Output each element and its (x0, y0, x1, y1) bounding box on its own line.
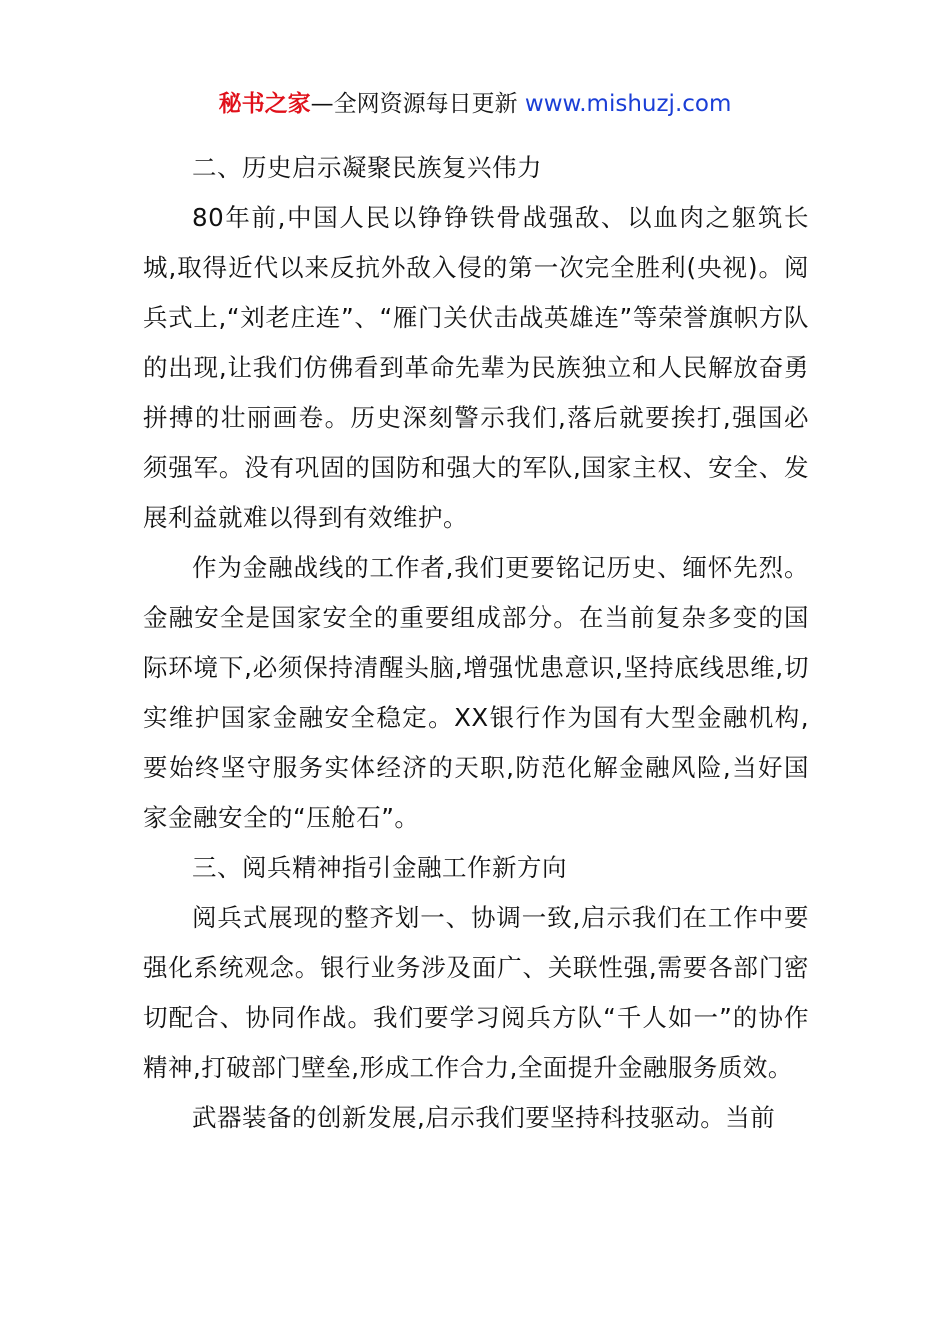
paragraph-system-concept: 阅兵式展现的整齐划一、协调一致,启示我们在工作中要强化系统观念。银行业务涉及面广、关联性强,需要各部门密切配合、协同作战。我们要学习阅兵方队“千人如一”的协作精神,打破部门壁垒,形成工作合力,全面提升金融服务质效。 (143, 903, 809, 1082)
page-header (0, 86, 950, 122)
paragraph-history-victory: 80年前,中国人民以铮铮铁骨战强敌、以血肉之躯筑长城,取得近代以来反抗外敌入侵的第一次完全胜利(央视)。阅兵式上,“刘老庄连”、“雁门关伏击战英雄连”等荣誉旗帜方队的出现,让我们仿佛看到革命先辈为民族独立和人民解放奋勇拼搏的壮丽画卷。历史深刻警示我们,落后就要挨打,强国必须强军。没有巩固的国防和强大的军队,国家主权、安全、发展利益就难以得到有效维护。 (143, 203, 809, 532)
paragraph-tech-driven: 武器装备的创新发展,启示我们要坚持科技驱动。当前 (192, 1103, 776, 1132)
header-tagline: —全网资源每日更新 (310, 91, 525, 117)
section-heading-2: 二、历史启示凝聚民族复兴伟力 (192, 153, 542, 182)
site-url-link[interactable]: www.mishuzj.com (524, 91, 732, 117)
document-body (143, 143, 809, 1143)
brand-name: 秘书之家 (218, 91, 311, 117)
paragraph-financial-security: 作为金融战线的工作者,我们更要铭记历史、缅怀先烈。金融安全是国家安全的重要组成部分。在当前复杂多变的国际环境下,必须保持清醒头脑,增强忧患意识,坚持底线思维,切实维护国家金融安全稳定。XX银行作为国有大型金融机构,要始终坚守服务实体经济的天职,防范化解金融风险,当好国家金融安全的“压舱石”。 (143, 553, 809, 832)
section-heading-3: 三、阅兵精神指引金融工作新方向 (192, 853, 567, 882)
